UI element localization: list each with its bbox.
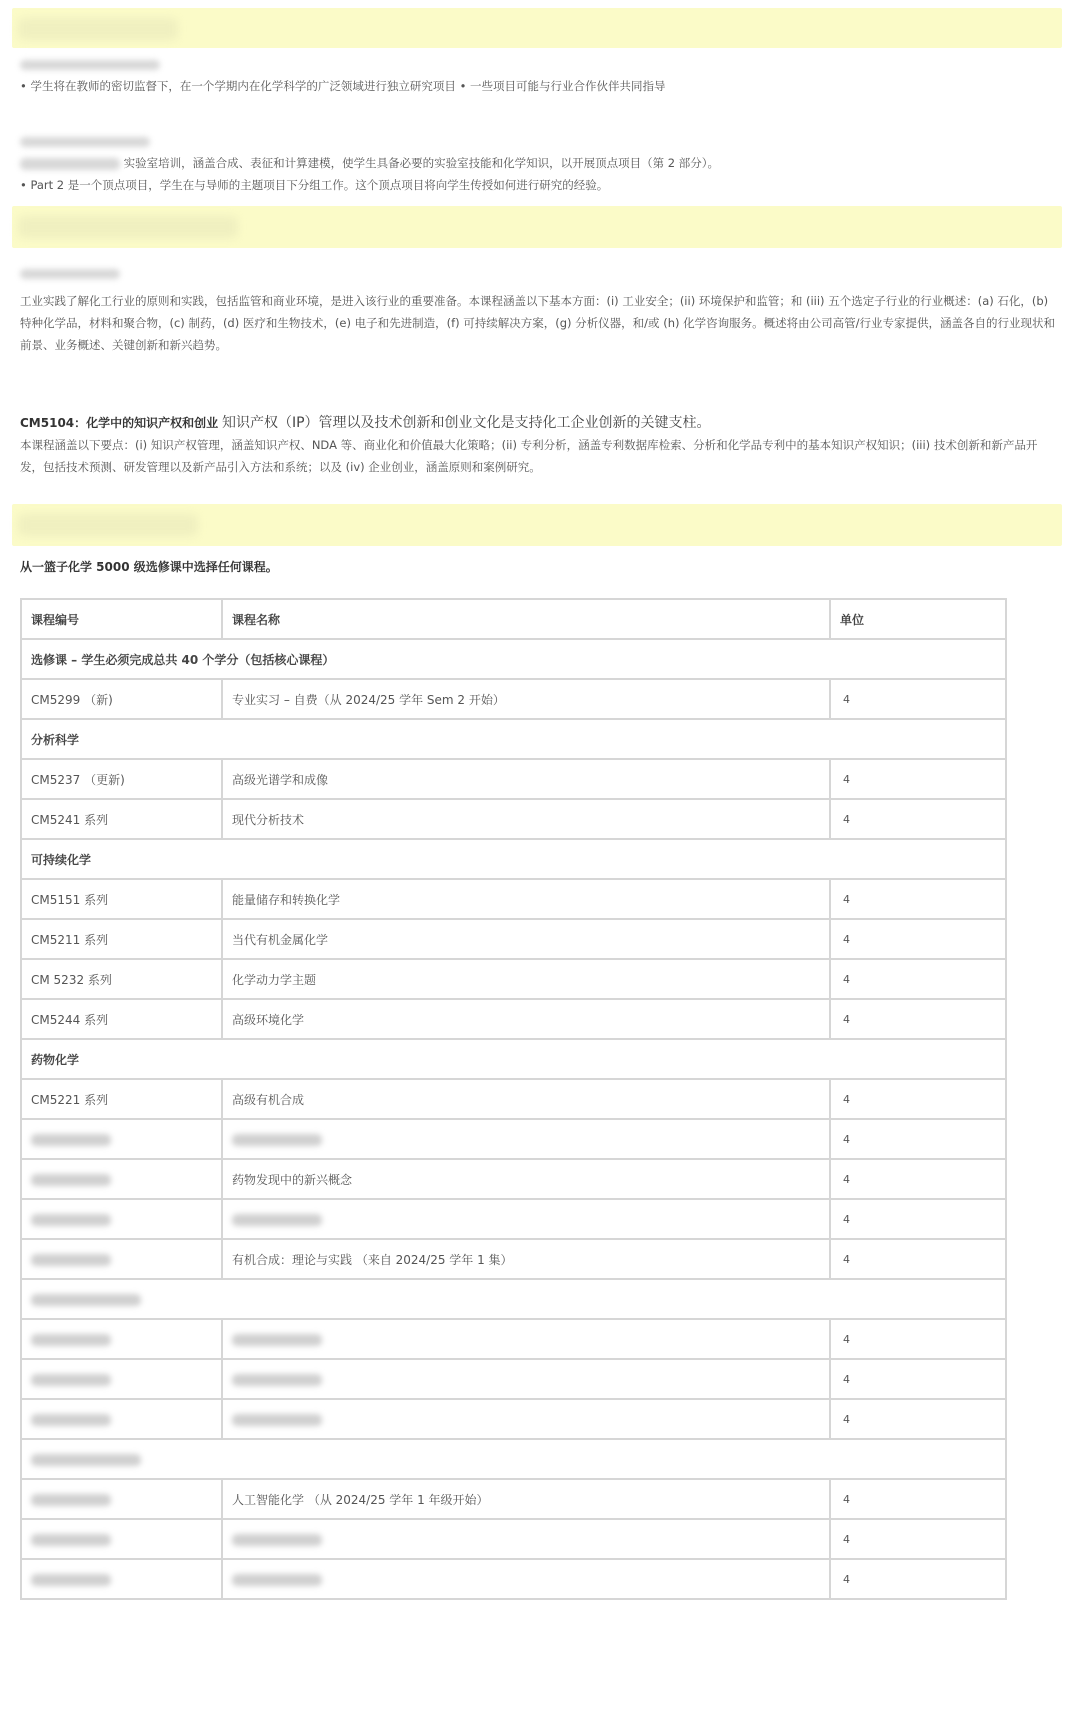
course-units: 4: [830, 1319, 1006, 1359]
intro-block: [20, 53, 1060, 97]
course-code: CM5221 系列: [21, 1079, 222, 1119]
ip-course-heading: [20, 412, 1060, 432]
course-units: 4: [830, 1079, 1006, 1119]
table-category-row: [21, 839, 1006, 879]
table-category-row: [21, 1439, 1006, 1479]
course-units: 4: [830, 879, 1006, 919]
table-category-row: [21, 639, 1006, 679]
table-header-row: [21, 599, 1006, 639]
course-name: [222, 1559, 830, 1599]
header-course-name: 课程名称: [222, 599, 830, 639]
table-row: [21, 1479, 1006, 1519]
table-row: [21, 1159, 1006, 1199]
course-units: 4: [830, 999, 1006, 1039]
table-row: [21, 919, 1006, 959]
table-row: [21, 1079, 1006, 1119]
table-row: [21, 1399, 1006, 1439]
section-header-blurred: [18, 514, 198, 536]
course-code: CM5211 系列: [21, 919, 222, 959]
blurred-category: [31, 1294, 141, 1306]
course-name: 能量储存和转换化学: [222, 879, 830, 919]
course-name: 高级有机合成: [222, 1079, 830, 1119]
table-row: [21, 1199, 1006, 1239]
category-label: [21, 1279, 1006, 1319]
course-name: 当代有机金属化学: [222, 919, 830, 959]
table-row: [21, 679, 1006, 719]
table-row: [21, 799, 1006, 839]
course-code: CM5237 （更新): [21, 759, 222, 799]
course-units: 4: [830, 919, 1006, 959]
blurred-name: [232, 1374, 322, 1386]
table-category-row: [21, 719, 1006, 759]
course-units: 4: [830, 959, 1006, 999]
blurred-code: [31, 1414, 111, 1426]
course-name: [222, 1399, 830, 1439]
blurred-code: [31, 1534, 111, 1546]
blurred-name: [232, 1334, 322, 1346]
electives-intro: [20, 558, 1060, 575]
table-category-row: [21, 1279, 1006, 1319]
table-row: [21, 999, 1006, 1039]
intro-line-2: 实验室培训，涵盖合成、表征和计算建模，使学生具备必要的实验室技能和化学知识，以开展顶点项目（第 2 部分）。: [123, 156, 720, 170]
intro-bullet-3: • Part 2 是一个顶点项目，学生在与导师的主题项目下分组工作。这个顶点项目将向学生传授如何进行研究的经验。: [20, 178, 609, 192]
blurred-name: [232, 1214, 322, 1226]
blurred-name: [232, 1414, 322, 1426]
course-code: [21, 1519, 222, 1559]
intro-bullet-1: • 学生将在教师的密切监督下，在一个学期内在化学科学的广泛领域进行独立研究项目 • 一些项目可能与行业合作伙伴共同指导: [20, 79, 666, 93]
table-category-row: [21, 1039, 1006, 1079]
course-units: 4: [830, 1119, 1006, 1159]
course-code: [21, 1479, 222, 1519]
course-name: [222, 1359, 830, 1399]
industry-text: 工业实践了解化工行业的原则和实践，包括监管和商业环境，是进入该行业的重要准备。本课程涵盖以下基本方面：(i) 工业安全；(ii) 环境保护和监管；和 (iii) 五个选定子行业的行业概述：(a) 石化，(b) 特种化学品，材料和聚合物，(c) 制药，(d) 医疗和生物技术，(e) 电子和先进制造，(f) 可持续解决方案，(g) 分析仪器，和/或 (h) 化学咨询服务。概述将由公司高管/行业专家提供，涵盖各自的行业现状和前景、业务概述、关键创新和新兴趋势。: [20, 294, 1056, 352]
course-table: [20, 598, 1007, 1600]
course-code: [21, 1199, 222, 1239]
table-row: [21, 879, 1006, 919]
intro-block-2: [20, 130, 1060, 196]
course-units: 4: [830, 1199, 1006, 1239]
course-code: CM5241 系列: [21, 799, 222, 839]
table-row: [21, 1119, 1006, 1159]
category-label: 分析科学: [21, 719, 1006, 759]
course-units: 4: [830, 679, 1006, 719]
electives-intro-text: 从一篮子化学 5000 级选修课中选择任何课程。: [20, 560, 278, 574]
ip-course-body-text: 本课程涵盖以下要点：(i) 知识产权管理，涵盖知识产权、NDA 等、商业化和价值最大化策略；(ii) 专利分析，涵盖专利数据库检索、分析和化学品专利中的基本知识产权知识；(iii) 技术创新和新产品开发，包括技术预测、研发管理以及新产品引入方法和系统；以及 (iv) 企业创业，涵盖原则和案例研究。: [20, 438, 1038, 474]
blurred-code: [31, 1374, 111, 1386]
course-code: [21, 1119, 222, 1159]
course-units: 4: [830, 1239, 1006, 1279]
blurred-category: [31, 1454, 141, 1466]
course-code: [21, 1159, 222, 1199]
blurred-name: [232, 1534, 322, 1546]
table-row: [21, 1239, 1006, 1279]
course-code: [21, 1399, 222, 1439]
category-label: [21, 1439, 1006, 1479]
course-units: 4: [830, 1559, 1006, 1599]
course-name: [222, 1199, 830, 1239]
industry-block: [20, 262, 1060, 356]
course-code: [21, 1319, 222, 1359]
course-units: 4: [830, 1519, 1006, 1559]
course-units: 4: [830, 1359, 1006, 1399]
section-header-band-3: [12, 504, 1062, 546]
table-row: [21, 1359, 1006, 1399]
header-units: 单位: [830, 599, 1006, 639]
course-code: CM5151 系列: [21, 879, 222, 919]
blurred-code: [31, 1334, 111, 1346]
category-label: 可持续化学: [21, 839, 1006, 879]
blurred-code: [31, 1174, 111, 1186]
course-code: [21, 1559, 222, 1599]
category-label: 选修课 – 学生必须完成总共 40 个学分（包括核心课程）: [21, 639, 1006, 679]
blurred-name: [232, 1134, 322, 1146]
course-name: 有机合成：理论与实践 （来自 2024/25 学年 1 集）: [222, 1239, 830, 1279]
section-header-band-2: [12, 206, 1062, 248]
blurred-code: [31, 1134, 111, 1146]
course-code: CM5299 （新): [21, 679, 222, 719]
course-name: [222, 1119, 830, 1159]
course-units: 4: [830, 759, 1006, 799]
course-name: 现代分析技术: [222, 799, 830, 839]
ip-course-body: [20, 434, 1060, 478]
table-row: [21, 759, 1006, 799]
course-code: CM5244 系列: [21, 999, 222, 1039]
course-name: 专业实习 – 自费（从 2024/25 学年 Sem 2 开始）: [222, 679, 830, 719]
section-header-blurred: [18, 18, 178, 40]
table-row: [21, 1559, 1006, 1599]
course-name: [222, 1519, 830, 1559]
course-units: 4: [830, 1479, 1006, 1519]
course-code: [21, 1359, 222, 1399]
section-header-band-1: [12, 8, 1062, 48]
blurred-code: [31, 1254, 111, 1266]
course-units: 4: [830, 1159, 1006, 1199]
course-name: 人工智能化学 （从 2024/25 学年 1 年级开始）: [222, 1479, 830, 1519]
course-units: 4: [830, 1399, 1006, 1439]
table-row: [21, 1319, 1006, 1359]
course-name: 高级环境化学: [222, 999, 830, 1039]
table-row: [21, 959, 1006, 999]
blurred-code: [31, 1574, 111, 1586]
course-units: 4: [830, 799, 1006, 839]
ip-course-code-title: CM5104：化学中的知识产权和创业: [20, 416, 219, 430]
table-row: [21, 1519, 1006, 1559]
blurred-code: [31, 1214, 111, 1226]
blurred-code: [31, 1494, 111, 1506]
course-name: [222, 1319, 830, 1359]
course-name: 化学动力学主题: [222, 959, 830, 999]
ip-course-lead: 知识产权（IP）管理以及技术创新和创业文化是支持化工企业创新的关键支柱。: [221, 415, 711, 431]
course-name: 高级光谱学和成像: [222, 759, 830, 799]
category-label: 药物化学: [21, 1039, 1006, 1079]
header-course-code: 课程编号: [21, 599, 222, 639]
section-header-blurred: [18, 216, 238, 238]
course-code: CM 5232 系列: [21, 959, 222, 999]
course-name: 药物发现中的新兴概念: [222, 1159, 830, 1199]
blurred-name: [232, 1574, 322, 1586]
course-code: [21, 1239, 222, 1279]
